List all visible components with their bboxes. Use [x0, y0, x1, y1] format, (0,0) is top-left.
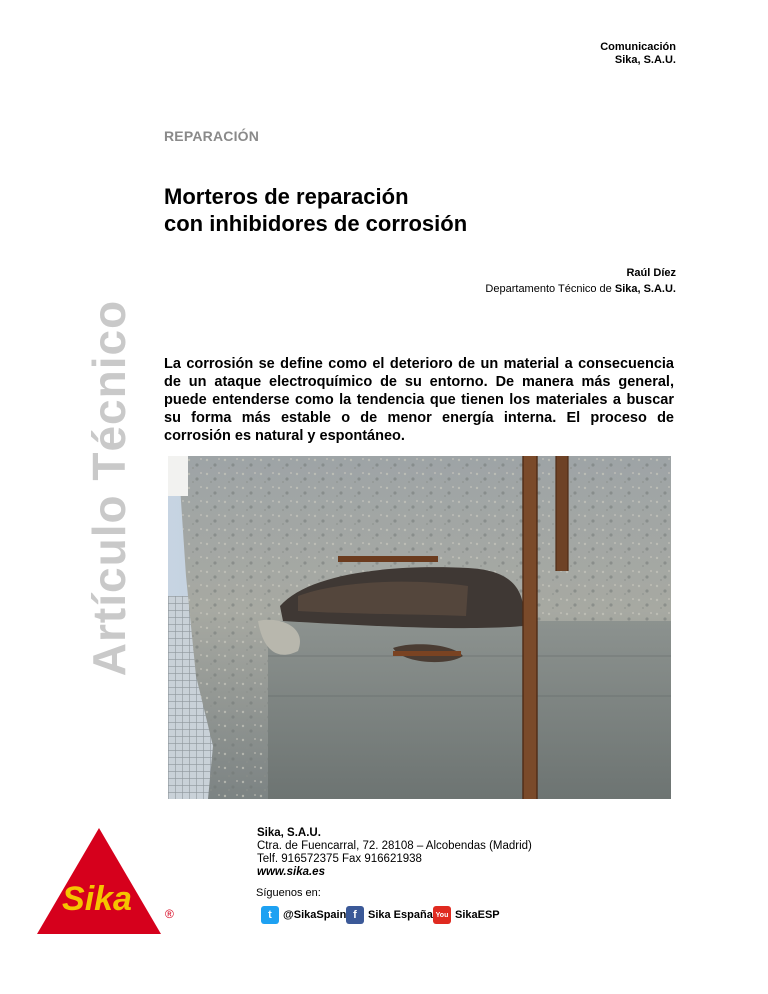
facebook-link[interactable] — [346, 905, 433, 925]
youtube-channel: SikaESP — [455, 909, 500, 921]
youtube-link[interactable] — [433, 905, 500, 925]
facebook-icon: f — [346, 906, 364, 924]
header-line-2: Sika, S.A.U. — [614, 54, 676, 66]
corroded-concrete-photo — [168, 456, 671, 799]
contact-company: Sika, S.A.U. — [257, 827, 321, 839]
registered-mark: ® — [165, 907, 174, 921]
title-line-1: Morteros de reparación — [164, 184, 409, 209]
contact-address: Ctra. de Fuencarral, 72. 28108 – Alcobendas (Madrid) — [257, 840, 532, 852]
title-line-2: con inhibidores de corrosión — [164, 211, 468, 236]
contact-telephone: Telf. 916572375 — [257, 853, 339, 865]
section-label: REPARACIÓN — [164, 128, 260, 144]
facebook-name: Sika España — [368, 909, 433, 921]
author-block — [485, 265, 676, 297]
twitter-link[interactable] — [261, 905, 346, 925]
twitter-icon: t — [261, 906, 279, 924]
contact-phones — [257, 853, 532, 866]
logo-text: Sika — [62, 880, 132, 918]
page-title — [164, 183, 467, 237]
twitter-handle: @SikaSpain — [283, 909, 347, 921]
author-role-prefix: Departamento Técnico de — [485, 283, 615, 295]
sika-logo — [37, 826, 179, 936]
header-communication — [600, 41, 676, 67]
header-line-1: Comunicación — [600, 41, 676, 53]
author-role-company: Sika, S.A.U. — [614, 283, 676, 295]
contact-block — [257, 827, 532, 879]
author-role — [485, 281, 676, 297]
follow-us-label: Síguenos en: — [256, 887, 321, 899]
website-link[interactable]: www.sika.es — [257, 866, 325, 878]
vertical-article-label: Artículo Técnico — [83, 299, 135, 677]
contact-fax: Fax 916621938 — [342, 853, 422, 865]
author-name: Raúl Díez — [626, 267, 676, 279]
youtube-icon: You — [433, 906, 451, 924]
abstract-paragraph: La corrosión se define como el deterioro de un material a consecuencia de un ataque electroquímico de su entorno. De manera más general, puede entenderse como la tendencia que tienen los materiales a buscar su forma más estable o de menor energía interna. El proceso de corrosión es natural y espontáneo. — [164, 356, 674, 444]
